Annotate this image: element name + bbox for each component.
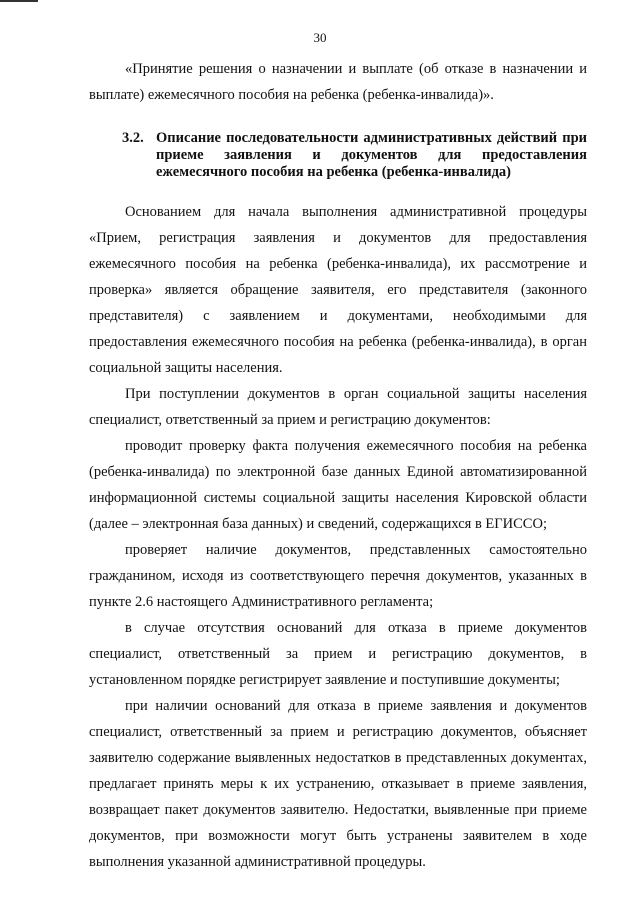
section-heading — [89, 130, 587, 181]
paragraph-check-documents: проверяет наличие документов, представленных самостоятельно гражданином, исходя из соответствующего перечня документов, указанных в пункте 2.6 настоящего Административного регламента; — [89, 542, 587, 610]
intro-paragraph: «Принятие решения о назначении и выплате (об отказе в назначении и выплате) ежемесячного пособия на ребенка (ребенка-инвалида)». — [89, 61, 587, 103]
paragraph-check-benefit: проводит проверку факта получения ежемесячного пособия на ребенка (ребенка-инвалида) по электронной базе данных Единой автоматизированной информационной системы социальной защиты населения Кировской области (далее – электронная база данных) и сведений, содержащихся в ЕГИССО; — [89, 438, 587, 532]
section-title: Описание последовательности административных действий при приеме заявления и документов для предоставления ежемесячного пособия на ребенка (ребенка-инвалида) — [156, 130, 587, 180]
paragraph-basis: Основанием для начала выполнения административной процедуры «Прием, регистрация заявления и документов для предоставления ежемесячного пособия на ребенка (ребенка-инвалида), их рассмотрение и проверка» является обращение заявителя, его представителя (законного представителя) с заявлением и документами, необходимыми для предоставления ежемесячного пособия на ребенка (ребенка-инвалида), в орган социальной защиты населения. — [89, 204, 587, 376]
section-number: 3.2. — [122, 130, 144, 146]
scan-corner-mark — [0, 0, 38, 2]
paragraph-registration: в случае отсутствия оснований для отказа в приеме документов специалист, ответственный за прием и регистрацию документов, в установленном порядке регистрирует заявление и поступившие документы; — [89, 620, 587, 688]
paragraph-refusal: при наличии оснований для отказа в приеме заявления и документов специалист, ответственный за прием и регистрацию документов, объясняет заявителю содержание выявленных недостатков в представленных документах, предлагает принять меры к их устранению, отказывает в приеме заявления, возвращает пакет документов заявителю. Недостатки, выявленные при приеме документов, при возможности могут быть устранены заявителем в ходе выполнения указанной административной процедуры. — [89, 698, 587, 870]
page-number: 30 — [313, 30, 327, 45]
document-body — [89, 56, 587, 875]
paragraph-receipt: При поступлении документов в орган социальной защиты населения специалист, ответственный за прием и регистрацию документов: — [89, 386, 587, 428]
